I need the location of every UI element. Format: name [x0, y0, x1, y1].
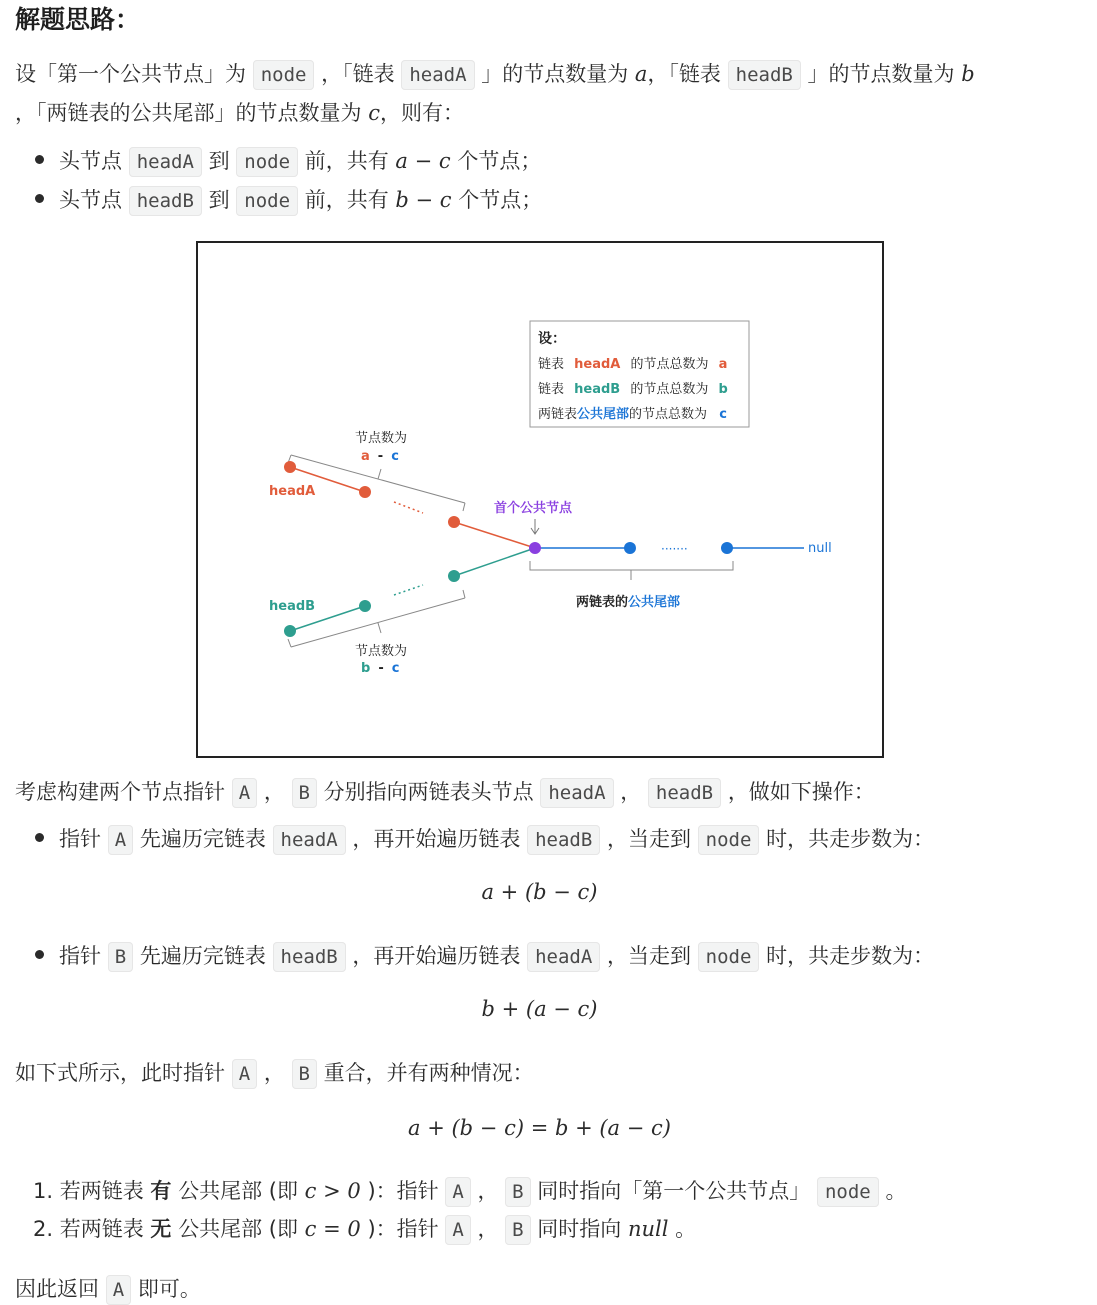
brace-top [288, 455, 465, 511]
equation-equal: a + (b − c) = b + (a − c) [408, 1116, 671, 1140]
conclusion-paragraph: 因此返回 A 即可。 [15, 1273, 201, 1303]
code-node: node [253, 60, 315, 90]
bullet-dot [35, 950, 44, 959]
fact-item-b: 头节点 headB 到 node 前，共有 b − c 个节点； [59, 184, 542, 214]
code-headA: headA [401, 60, 474, 90]
count-bottom-expr: b - c [361, 661, 400, 676]
node-common-2 [624, 542, 636, 554]
code-headB: headB [728, 60, 801, 90]
bullet-dot [35, 194, 44, 203]
legend-row-a: 链表 headA 的节点总数为 a [538, 357, 728, 372]
intro-paragraph-line1: 设「第一个公共节点」为 node ，「链表 headA 」的节点数量为 a，「链表 headB 」的节点数量为 b [15, 58, 975, 88]
bullet-dot [35, 155, 44, 164]
case-item-2: 2. 若两链表 无 公共尾部 (即 c = 0 )：指针 A ， B 同时指向 null 。 [33, 1213, 696, 1243]
coincide-paragraph: 如下式所示，此时指针 A ， B 重合，并有两种情况： [15, 1057, 534, 1087]
node-b-head [284, 625, 296, 637]
construct-paragraph: 考虑构建两个节点指针 A ， B 分别指向两链表头节点 headA ， headB ，做如下操作： [15, 776, 875, 806]
node-a-last [448, 516, 460, 528]
node-b-last [448, 570, 460, 582]
equation-a: a + (b − c) [481, 880, 598, 904]
step-b-item: 指针 B 先遍历完链表 headB ，再开始遍历链表 headA ，当走到 node 时，共走步数为： [59, 940, 934, 970]
node-b-2 [359, 600, 371, 612]
label-first-common: 首个公共节点 [494, 501, 573, 516]
node-a-2 [359, 486, 371, 498]
intro-paragraph-line2: ，「两链表的公共尾部」的节点数量为 c，则有： [15, 101, 464, 125]
step-a-item: 指针 A 先遍历完链表 headA ，再开始遍历链表 headB ，当走到 node 时，共走步数为： [59, 823, 934, 853]
node-first-common [529, 542, 541, 554]
count-label-bottom: 节点数为 [355, 644, 408, 659]
label-common-tail: 两链表的公共尾部 [576, 595, 681, 610]
edge-a-dots [394, 502, 423, 513]
edge-b-dots [394, 585, 423, 595]
brace-tail [530, 561, 733, 580]
dots-common: ······· [661, 542, 688, 556]
case-item-1: 1. 若两链表 有 公共尾部 (即 c > 0 )：指针 A ， B 同时指向「第一个公共节点」 node 。 [33, 1175, 906, 1205]
edge-b2 [454, 548, 535, 576]
legend-title: 设： [538, 331, 566, 347]
label-headB: headB [269, 599, 316, 614]
edge-a2 [454, 522, 535, 548]
node-common-last [721, 542, 733, 554]
section-title: 解题思路： [15, 5, 141, 34]
count-top-expr: a - c [361, 449, 399, 464]
diagram-svg [198, 243, 882, 756]
legend-row-b: 链表 headB 的节点总数为 b [538, 382, 728, 397]
intersection-diagram [196, 241, 884, 758]
legend-row-c: 两链表公共尾部的节点总数为 c [538, 407, 727, 422]
label-headA: headA [269, 484, 316, 499]
label-null: null [808, 541, 832, 556]
equation-b: b + (a − c) [481, 997, 598, 1021]
bullet-dot [35, 833, 44, 842]
fact-item-a: 头节点 headA 到 node 前，共有 a − c 个节点； [59, 145, 541, 175]
count-label-top: 节点数为 [355, 431, 408, 446]
node-a-head [284, 461, 296, 473]
